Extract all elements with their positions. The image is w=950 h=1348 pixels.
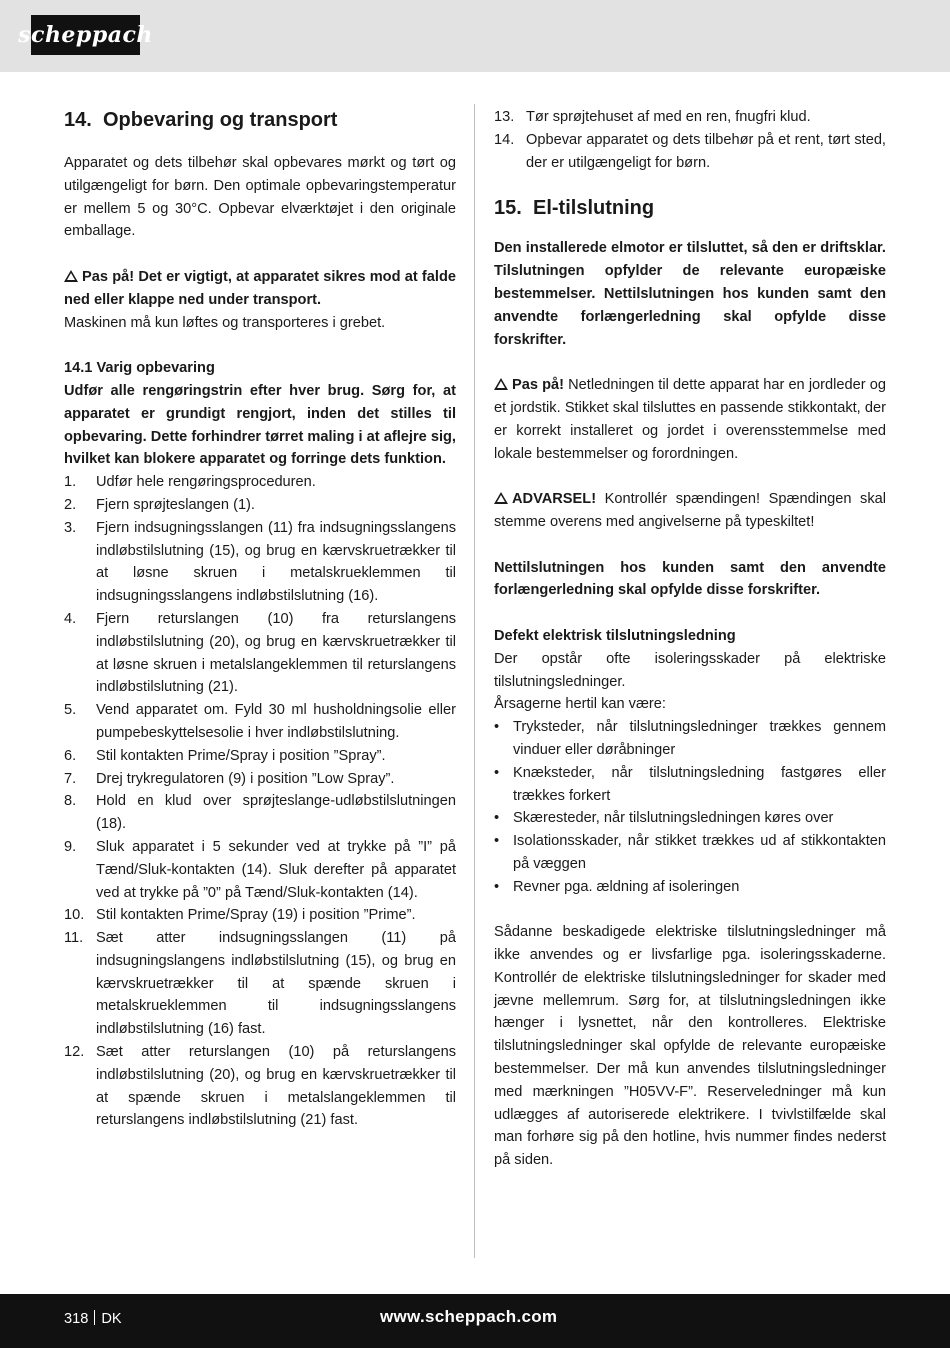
list-item: • Skæresteder, når tilslutningsledningen køres over [494, 807, 886, 830]
causes-list [494, 716, 886, 898]
list-item: 1. Udfør hele rengøringsproceduren. [64, 474, 316, 491]
causes-label: Årsagerne hertil kan være: [494, 696, 666, 713]
bullet-icon: • [494, 719, 500, 736]
bullet-icon: • [494, 810, 500, 827]
warning-voltage: ADVARSEL! Kontrollér spændingen! Spændingen skal stemme overens med angivelserne på typeskiltet! [494, 491, 886, 530]
left-column [64, 106, 456, 1132]
list-item: 2. Fjern sprøjteslangen (1). [64, 496, 255, 513]
warning-triangle-icon [494, 378, 508, 390]
list-item: 11. Sæt atter indsugningsslangen (11) på indsugningslangens indløbstilslutning (15), og brug en kærvskruetrækker til at spænde skruen i metalskrueklemmen til indsugningsslangens indløbstilslutning (16) fast. [64, 930, 456, 1038]
bullet-icon: • [494, 878, 500, 895]
list-item: 3. Fjern indsugningsslangen (11) fra indsugningsslangens indløbstilslutning (15), og brug en kærvskruetrækker til at løsne skruen i metalskrueklemmen til indsugningsslangens indløbstilslutning (16). [64, 519, 456, 605]
list-item: 14. Opbevar apparatet og dets tilbehør på et rent, tørt sted, der er utilgængeligt for børn. [494, 131, 886, 171]
list-item: • Knæksteder, når tilslutningsledning fastgøres eller trækkes forkert [494, 762, 886, 808]
brand-logo: scheppach [31, 15, 140, 55]
bullet-icon: • [494, 833, 500, 850]
list-item: 13. Tør sprøjtehuset af med en ren, fnugfri klud. [494, 109, 811, 125]
list-item: • Tryksteder, når tilslutningsledninger trækkes gennem vinduer eller døråbninger [494, 716, 886, 762]
website-link[interactable]: www.scheppach.com [380, 1307, 558, 1326]
storage-steps-list-cont [494, 106, 886, 174]
list-item: • Isolationsskader, når stikket trækkes ud af stikkontakten på væggen [494, 830, 886, 876]
list-item: 4. Fjern returslangen (10) fra returslangens indløbstilslutning (20), og brug en kærvskruetrækker til at løsne skruen i metalslangeklemmen til returslangens indløbstilslutning (21). [64, 610, 456, 696]
list-item: 5. Vend apparatet om. Fyld 30 ml husholdningsolie eller pumpebeskyttelsesolie i hver indløbstilslutning. [64, 702, 456, 741]
list-item: 9. Sluk apparatet i 5 sekunder ved at trykke på ”I” på Tænd/Sluk-kontakten (14). Sluk derefter på apparatet ved at trykke på ”0” på Tænd/Sluk-kontakten (14). [64, 838, 456, 901]
list-item: • Revner pga. ældning af isoleringen [494, 876, 886, 899]
storage-steps-list [64, 471, 456, 1132]
motor-connection-paragraph: Den installerede elmotor er tilsluttet, så den er driftsklar. Tilslutningen opfylder de relevante europæiske bestemmelser. Nettilslutningen hos kunden samt den anvendte forlængerledning skal opfylde disse forskrifter. [494, 240, 886, 348]
list-item: 6. Stil kontakten Prime/Spray i position ”Spray”. [64, 747, 386, 764]
list-item: 12. Sæt atter returslangen (10) på returslangens indløbstilslutning (20), og brug en kærvskruetrækker til at spænde skruen i metalslangeklemmen til returslangens indløbstilslutning (21) fast. [64, 1044, 456, 1129]
defect-cable-heading: Defekt elektrisk tilslutningsledning [494, 627, 736, 644]
list-item: 8. Hold en klud over sprøjteslange-udløbstilslutningen (18). [64, 793, 456, 833]
list-item: 7. Drej trykregulatoren (9) i position ”Low Spray”. [64, 770, 395, 787]
warning-transport: Pas på! Det er vigtigt, at apparatet sikres mod at falde ned eller klappe ned under transport. [64, 268, 456, 308]
bullet-icon: • [494, 764, 500, 781]
page-header [0, 0, 950, 72]
right-column [494, 106, 886, 1172]
page-number: 318 DK [64, 1311, 122, 1327]
warning-ground: Pas på! Netledningen til dette apparat har en jordleder og et jordstik. Stikket skal tilsluttes en passende stikkontakt, der er korrekt installeret og jordet i overensstemmelse med lokale bestemmelser og forordningen. [494, 377, 886, 462]
section-15-heading: 15. El-tilslutning [494, 197, 655, 220]
storage-paragraph: Apparatet og dets tilbehør skal opbevares mørkt og tørt og utilgængeligt for børn. Den optimale opbevaringstemperatur er mellem 5 og 30°C. Opbevar elværktøjet i den originale emballage. [64, 155, 456, 240]
column-divider [474, 104, 475, 1258]
page-footer [0, 1294, 950, 1348]
section-14-1-heading: 14.1 Varig opbevaring [64, 360, 215, 377]
warning-triangle-icon [494, 492, 508, 504]
section-14-1-intro: Udfør alle rengøringstrin efter hver brug. Sørg for, at apparatet er grundigt rengjort, inden det stilles til opbevaring. Dette forhindrer tørret maling i at aflejre sig, hvilket kan blokere apparatet og forringe dets funktion. [64, 382, 456, 468]
warning-triangle-icon [64, 270, 78, 282]
lift-note: Maskinen må kun løftes og transporteres i grebet. [64, 314, 386, 331]
defect-cable-intro: Der opstår ofte isoleringsskader på elektriske tilslutningsledninger. [494, 650, 886, 690]
list-item: 10. Stil kontakten Prime/Spray (19) i position ”Prime”. [64, 907, 416, 924]
damaged-cable-paragraph: Sådanne beskadigede elektriske tilslutningsledninger må ikke anvendes og er livsfarlige pga. isoleringsskaderne. Kontrollér de elektriske tilslutningsledninger for skader med jævne mellemrum. Sørg for, at tilslutningsledningen ikke hænger i lysnettet, når den kontrolleres. Elektriske tilslutningsledninger skal opfylde de relevante europæiske bestemmelser. Der må kun anvendes tilslutningsledninger med mærkningen ”H05VV-F”. Reserveledninger må kun udlægges af autoriserede elektrikere. I tvivlstilfælde skal man forhøre sig på den hotline, hvis nummer findes nederst på siden. [494, 924, 886, 1169]
section-14-heading: 14. Opbevaring og transport [64, 109, 338, 131]
connection-requirement: Nettilslutningen hos kunden samt den anvendte forlængerledning skal opfylde disse forskrifter. [494, 559, 886, 599]
